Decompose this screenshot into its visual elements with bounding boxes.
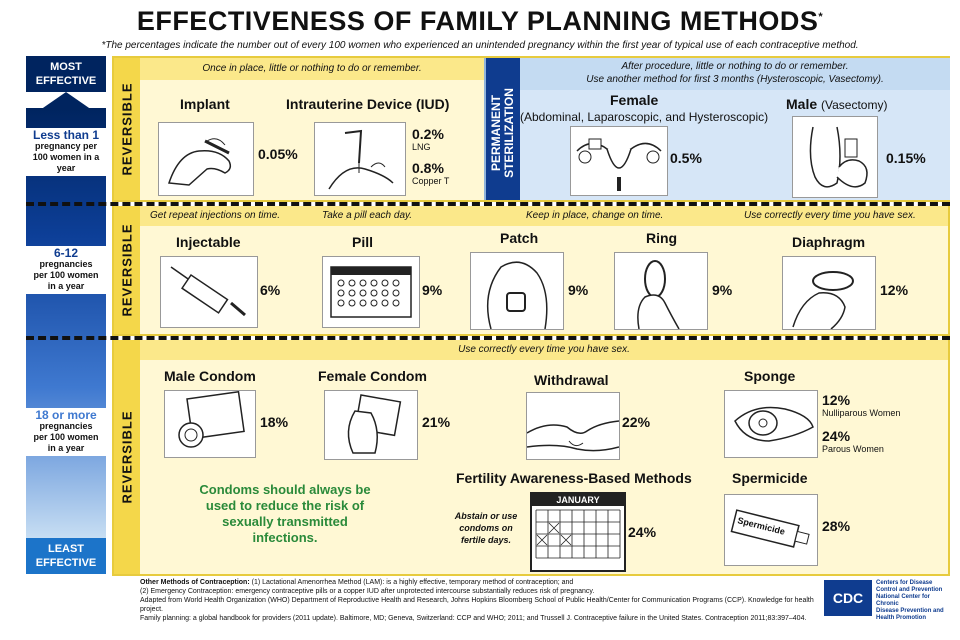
tier1-rate: Less than 1 pregnancy per 100 women in a year (26, 128, 106, 176)
spermicide-image (724, 494, 818, 566)
fam-name: Fertility Awareness-Based Methods (456, 470, 692, 486)
cdc-logo-block (824, 580, 944, 620)
implant-name: Implant (180, 96, 230, 112)
withdrawal-name: Withdrawal (534, 372, 609, 388)
injectable-name: Injectable (176, 234, 241, 250)
fam-note: Abstain or use condoms on fertile days. (454, 511, 518, 545)
female-condom-image (324, 390, 418, 460)
sponge-nulliparous-percent: 12% (822, 392, 851, 408)
tier1-instruction: Once in place, little or nothing to do or remember. (140, 58, 484, 80)
injectable-percent: 6% (260, 282, 281, 298)
most-effective-label: MOST EFFECTIVE (26, 56, 106, 92)
patch-image (470, 252, 564, 330)
tier3-rate: 18 or more pregnancies per 100 women in a year (26, 408, 106, 456)
spermicide-tube-label: Spermicide (736, 515, 787, 537)
female-sterilization-image (570, 126, 668, 196)
ring-image (614, 252, 708, 330)
female-condom-name: Female Condom (318, 368, 427, 384)
page-subtitle: *The percentages indicate the number out of every 100 women who experienced an unintended pregnancy within the first year of typical use of each contraceptive method. (101, 40, 859, 51)
reversible-bar: REVERSIBLE (114, 58, 140, 200)
male-condom-name: Male Condom (164, 368, 256, 384)
pill-percent: 9% (422, 282, 443, 298)
tier3-instruction: Use correctly every time you have sex. (140, 340, 948, 360)
least-effective-label: LEAST EFFECTIVE (26, 538, 106, 574)
tier3-band (112, 340, 950, 576)
tier2-rate: 6-12 pregnancies per 100 women in a year (26, 246, 106, 294)
condom-note: Condoms should always be used to reduce the risk of sexually transmitted infections. (199, 482, 371, 545)
reversible-bar: REVERSIBLE (114, 206, 140, 334)
tier2-instructions: Get repeat injections on time. Take a pill each day. Keep in place, change on time. Use correctly every time you have sex. (140, 206, 948, 226)
permanent-bar: PERMANENT STERILIZATION (486, 58, 520, 200)
footer-notes: Other Methods of Contraception: (1) Lactational Amenorrhea Method (LAM): is a highly effective, temporary method of contraception; and (2) Emergency Contraception: emergency contraceptive pills or a copper IUD after unprotected intercourse substantially reduces risk of pregnancy. Adapted from World Health Organization (WHO) Department of Reproductive Health and Research, Johns Hopkins Bloomberg School of Public Health/Center for Communication Programs (CCP). Knowledge for health project. Family planning: a global handbook for providers (2011 update). Baltimore, MD; Geneva, Switzerland: CCP and WHO; 2011; and Trussell J. Contraceptive failure in the United States. Contraception 2011;83:397–404. (140, 579, 814, 622)
female-condom-percent: 21% (422, 414, 451, 430)
implant-image (158, 122, 254, 196)
injectable-image (160, 256, 258, 328)
male-sterilization-name: Male (Vasectomy) (786, 96, 888, 112)
sponge-nulliparous-label: Nulliparous Women (822, 408, 901, 418)
ring-name: Ring (646, 230, 678, 246)
sponge-name: Sponge (744, 368, 796, 384)
female-sterilization-percent: 0.5% (670, 150, 702, 166)
sponge-parous-label: Parous Women (822, 444, 884, 454)
sponge-image (724, 390, 818, 458)
iud-lng-percent: 0.2% (412, 126, 444, 142)
implant-percent: 0.05% (258, 146, 298, 162)
tier2-band (112, 206, 950, 336)
cdc-text: Centers for Disease Control and Prevention National Center for Chronic Disease Prevention and Health Promotion (876, 580, 944, 621)
diaphragm-name: Diaphragm (792, 234, 866, 250)
patch-name: Patch (500, 230, 539, 246)
permanent-sterilization-panel (484, 58, 950, 200)
iud-image (314, 122, 406, 196)
page-title: EFFECTIVENESS OF FAMILY PLANNING METHODS* (136, 6, 824, 36)
patch-percent: 9% (568, 282, 589, 298)
diaphragm-image (782, 256, 876, 330)
male-condom-percent: 18% (260, 414, 289, 430)
tier1-band (112, 56, 950, 202)
iud-copper-label: Copper T (412, 176, 450, 186)
fam-percent: 24% (628, 524, 657, 540)
iud-lng-label: LNG (412, 142, 431, 152)
effectiveness-scale (26, 56, 106, 574)
male-condom-image (164, 390, 256, 458)
withdrawal-percent: 22% (622, 414, 651, 430)
spermicide-name: Spermicide (732, 470, 808, 486)
sponge-parous-percent: 24% (822, 428, 851, 444)
female-sterilization-name: Female (610, 92, 659, 108)
female-sterilization-sub: (Abdominal, Laparoscopic, and Hysteroscopic) (520, 110, 769, 124)
male-sterilization-image (792, 116, 878, 198)
diaphragm-percent: 12% (880, 282, 909, 298)
pill-image (322, 256, 420, 328)
reversible-bar: REVERSIBLE (114, 340, 140, 574)
spermicide-percent: 28% (822, 518, 851, 534)
pill-name: Pill (352, 234, 374, 250)
calendar-image: JANUARY (530, 492, 626, 572)
male-sterilization-percent: 0.15% (886, 150, 926, 166)
iud-copper-percent: 0.8% (412, 160, 444, 176)
ring-percent: 9% (712, 282, 733, 298)
withdrawal-image (526, 392, 620, 460)
cdc-logo: CDC (824, 580, 872, 616)
arrow-up-icon (40, 92, 92, 110)
perm-instruction: After procedure, little or nothing to do or remember. Use another method for first 3 months (Hysteroscopic, Vasectomy). (520, 58, 950, 90)
iud-name: Intrauterine Device (IUD) (286, 96, 450, 112)
